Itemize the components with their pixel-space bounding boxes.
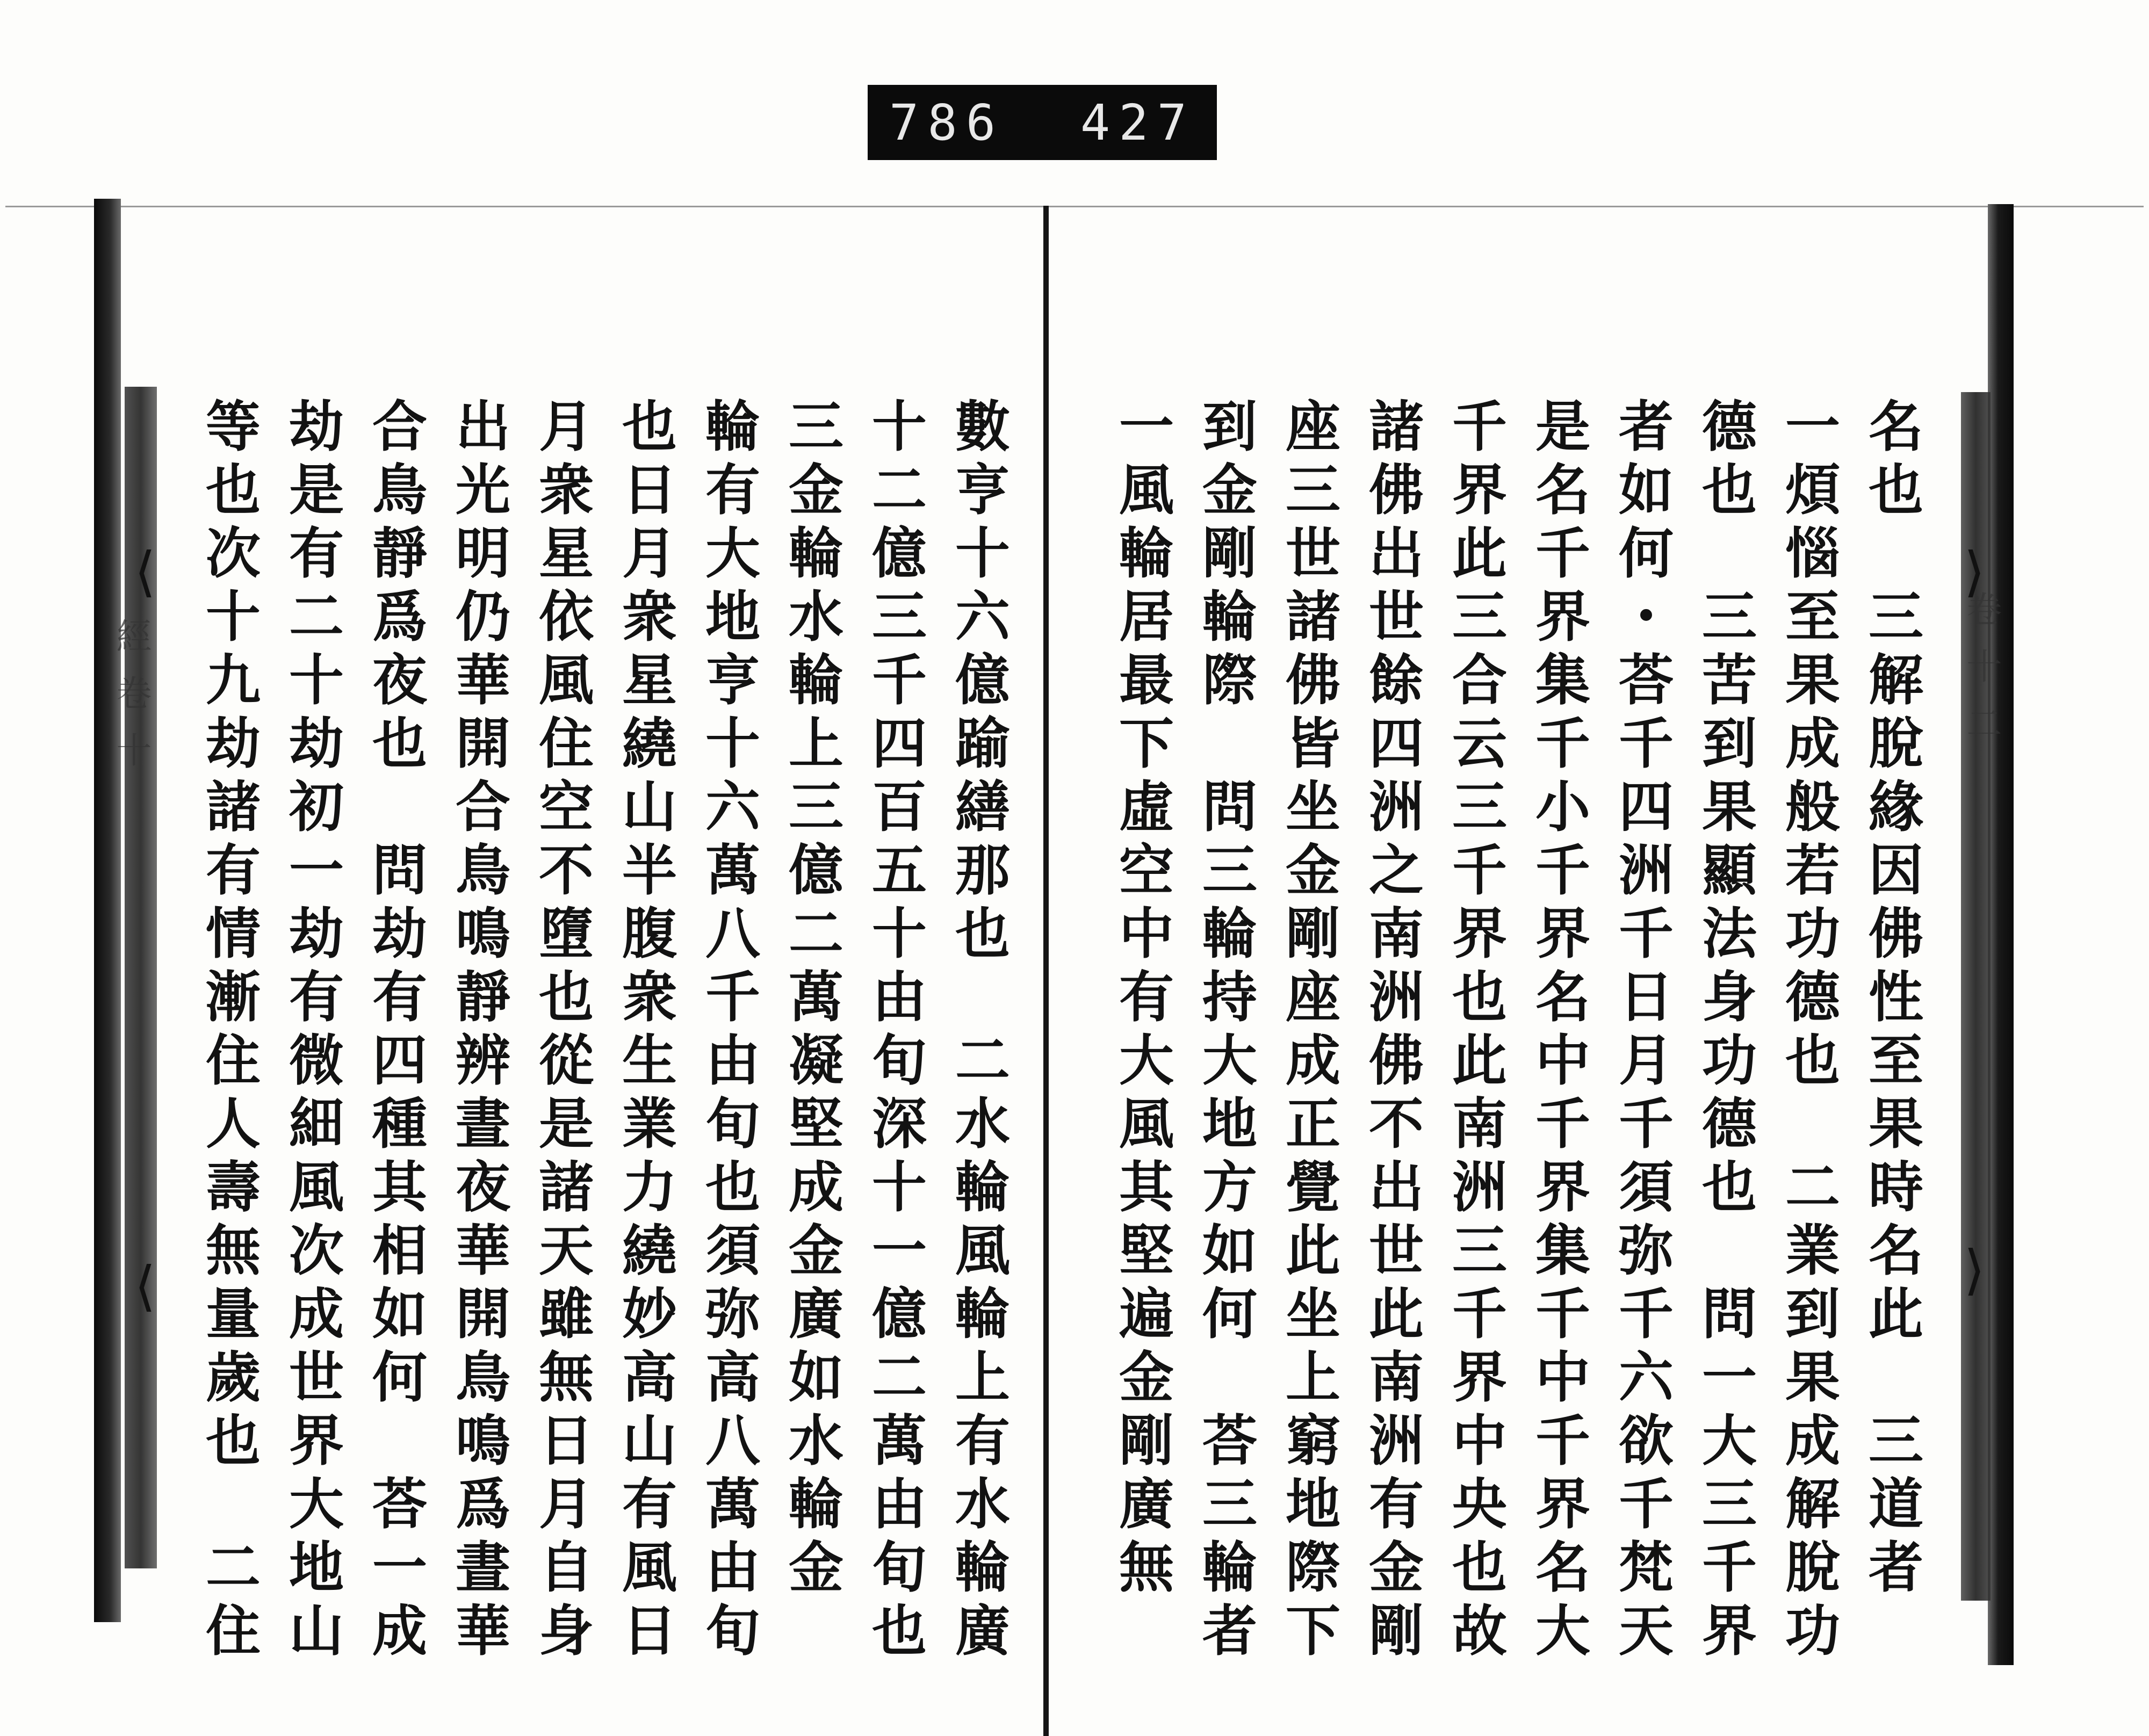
right-page-column-2: 一煩惱至果成般若功德也 二業到果成解脫功 xyxy=(1776,397,1841,1665)
right-page-column-4: 者如何・荅千四洲千日月千須弥千六欲千梵天 xyxy=(1610,397,1674,1665)
left-page-column-8: 合鳥靜爲夜也 問劫有四種其相如何 荅一成 xyxy=(363,397,428,1665)
fishtail-ornament-icon: ⟨ xyxy=(134,540,156,603)
right-edge-text: 卷十二 xyxy=(1960,591,2002,762)
fishtail-ornament-icon: ⟩ xyxy=(1964,540,1985,603)
left-page-column-9: 劫是有二十劫初一劫有微細風次成世界大地山 xyxy=(280,397,344,1665)
right-page-column-5: 是名千界集千小千界名中千界集千中千界名大 xyxy=(1526,397,1591,1665)
right-page-column-6: 千界此三合云三千界也此南洲三千界中央也故 xyxy=(1443,397,1508,1665)
archive-left-number: 786 xyxy=(889,93,1005,151)
left-page-column-1: 數亨十六億踰繕那也 二水輪風輪上有水輪廣 xyxy=(946,397,1011,1665)
left-page-column-6: 月衆星依風住空不墮也從是諸天雖無日月自身 xyxy=(530,397,594,1665)
archive-label xyxy=(868,85,1217,160)
left-page-edge xyxy=(94,199,121,1622)
fishtail-ornament-icon: ⟨ xyxy=(134,1255,156,1318)
top-rule xyxy=(5,206,2144,207)
left-edge-text: 經卷十 xyxy=(110,618,152,789)
right-page-edge xyxy=(1988,204,2014,1665)
right-page-column-3: 德也 三苦到果顯法身功德也 問一大三千界 xyxy=(1693,397,1757,1665)
left-page-column-4: 輪有大地亨十六萬八千由旬也須弥高八萬由旬 xyxy=(696,397,761,1665)
center-gutter xyxy=(1043,206,1049,1736)
left-page-column-7: 出光明仍華開合鳥鳴靜辨晝夜華開鳥鳴爲晝華 xyxy=(446,397,511,1665)
right-page-column-9: 到金剛輪際 問三輪持大地方如何 荅三輪者 xyxy=(1193,397,1258,1665)
left-page-column-5: 也日月衆星繞山半腹衆生業力繞妙高山有風日 xyxy=(613,397,677,1665)
right-page-column-10: 一風輪居最下虛空中有大風其堅遍金剛廣無 xyxy=(1110,397,1174,1602)
right-page-column-7: 諸佛出世餘四洲之南洲佛不出世此南洲有金剛 xyxy=(1360,397,1424,1665)
left-page-column-3: 三金輪水輪上三億二萬凝堅成金廣如水輪金 xyxy=(780,397,844,1602)
right-page-column-8: 座三世諸佛皆坐金剛座成正覺此坐上窮地際下 xyxy=(1277,397,1341,1665)
right-page-column-1: 名也 三解脫緣因佛性至果時名此 三道者 xyxy=(1859,397,1924,1602)
left-page-column-10: 等也次十九劫諸有情漸住人壽無量歲也 二住 xyxy=(197,397,261,1665)
left-page-column-2: 十二億三千四百五十由旬深十一億二萬由旬也 xyxy=(863,397,927,1665)
archive-right-number: 427 xyxy=(1080,93,1195,151)
fishtail-ornament-icon: ⟩ xyxy=(1964,1239,1985,1301)
